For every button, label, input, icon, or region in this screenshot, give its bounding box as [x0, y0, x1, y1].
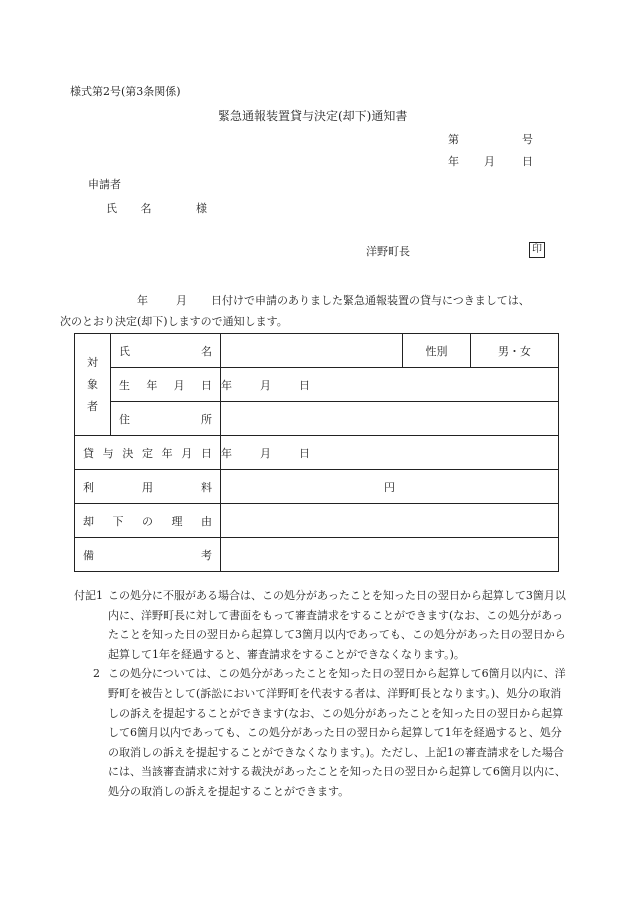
note-1: [74, 586, 566, 664]
row-birth: [75, 368, 559, 402]
row-decision-date: [75, 436, 559, 470]
decision-year: 年: [221, 446, 232, 460]
name-value-cell[interactable]: [221, 334, 403, 368]
intro-line1: [60, 290, 570, 311]
decision-char-1: 貸: [83, 446, 94, 460]
subject-char-2: 象: [87, 377, 98, 391]
birth-char-2: 年: [146, 378, 158, 392]
decision-day: 日: [299, 446, 310, 460]
details-table: [74, 333, 559, 572]
number-suffix: 号: [522, 133, 533, 146]
fee-char-1: 利: [83, 480, 94, 494]
intro-line1-rest: 日付けで申請のありました緊急通報装置の貸与につきましては、: [211, 294, 530, 307]
fee-label-cell: [75, 470, 221, 504]
decision-char-5: 年: [161, 446, 173, 460]
date-year: 年: [448, 155, 459, 168]
fee-char-2: 用: [142, 480, 153, 494]
remarks-char-2: 考: [201, 548, 212, 562]
birth-year: 年: [221, 378, 232, 392]
issuer-mayor: 洋野町長: [366, 245, 410, 258]
note-1-text: この処分に不服がある場合は、この処分があったことを知った日の翌日から起算して3箇月以内に、洋野町長に対して書面をもって審査請求をすることができます(なお、この処分があったことを知った日の翌日から起算して3箇月以内であっても、この処分があった日の翌日から起算して1年を経過すると、審査請求をすることができなくなります。)。: [108, 589, 566, 661]
seal-mark: 印: [529, 242, 545, 258]
note-1-label: 付記1: [74, 589, 103, 602]
note-2-text: この処分については、この処分があったことを知った日の翌日から起算して6箇月以内に、洋野町を被告として(訴訟において洋野町を代表する者は、洋野町長となります。)、処分の取消しの訴えを提起することができます(なお、この処分があったことを知った日の翌日から起算して6箇月以内であっても、この処分があった日の翌日から起算して1年を経過すると、処分の取消しの訴えを提起することができなくなります。)。ただし、上記1の審査請求をした場合には、当該審査請求に対する裁決があったことを知った日の翌日から起算して6箇月以内に、処分の取消しの訴えを提起することができます。: [108, 667, 566, 798]
fee-char-3: 料: [201, 480, 212, 494]
birth-month: 月: [260, 378, 271, 392]
birth-day: 日: [299, 378, 310, 392]
intro-month: 月: [176, 294, 187, 307]
row-fee: [75, 470, 559, 504]
rejection-char-2: 下: [112, 514, 124, 528]
remarks-char-1: 備: [83, 548, 94, 562]
rejection-char-4: 理: [171, 514, 183, 528]
birth-label-cell: [111, 368, 221, 402]
yen-unit: 円: [384, 480, 395, 494]
decision-month: 月: [260, 446, 271, 460]
decision-char-6: 月: [181, 446, 193, 460]
document-title: 緊急通報装置貸与決定(却下)通知書: [218, 109, 408, 123]
rejection-char-1: 却: [83, 514, 94, 528]
rejection-char-5: 由: [201, 514, 212, 528]
date-month: 月: [484, 155, 495, 168]
subject-label: [75, 334, 111, 436]
remarks-label-cell: [75, 538, 221, 572]
subject-char-3: 者: [87, 399, 98, 413]
date-day: 日: [522, 155, 533, 168]
gender-value-cell[interactable]: 男・女: [471, 334, 559, 368]
row-remarks: [75, 538, 559, 572]
decision-date-label-cell: [75, 436, 221, 470]
decision-char-2: 与: [102, 446, 114, 460]
address-label-cell: [111, 402, 221, 436]
subject-char-1: 対: [87, 355, 98, 369]
note-2: [74, 664, 566, 801]
fee-value-cell[interactable]: [221, 470, 559, 504]
applicant-name-label: 氏 名: [106, 202, 162, 215]
birth-char-4: 日: [200, 378, 212, 392]
intro-line2: 次のとおり決定(却下)しますので通知します。: [60, 315, 288, 328]
applicant-label: 申請者: [88, 178, 121, 191]
rejection-value-cell[interactable]: [221, 504, 559, 538]
rejection-char-3: の: [142, 514, 153, 528]
name-char-2: 名: [201, 344, 212, 358]
row-rejection: [75, 504, 559, 538]
rejection-label-cell: [75, 504, 221, 538]
decision-char-4: 定: [141, 446, 153, 460]
note-2-label: 2: [93, 667, 100, 681]
intro-paragraph: [60, 290, 570, 332]
row-name: [75, 334, 559, 368]
remarks-value-cell[interactable]: [221, 538, 559, 572]
address-value-cell[interactable]: [221, 402, 559, 436]
name-char-1: 氏: [119, 344, 130, 358]
name-label-cell: [111, 334, 221, 368]
birth-value-cell[interactable]: [221, 368, 559, 402]
birth-char-1: 生: [119, 378, 130, 392]
form-number: 様式第2号(第3条関係): [70, 85, 181, 98]
address-char-2: 所: [201, 412, 212, 426]
birth-char-3: 月: [173, 378, 185, 392]
notes: [74, 586, 566, 802]
number-prefix: 第: [448, 133, 459, 146]
address-char-1: 住: [119, 412, 130, 426]
decision-date-value-cell[interactable]: [221, 436, 559, 470]
gender-label-cell: 性別: [403, 334, 471, 368]
decision-char-3: 決: [122, 446, 134, 460]
honorific: 様: [196, 202, 207, 215]
intro-year: 年: [137, 294, 148, 307]
decision-char-7: 日: [200, 446, 212, 460]
row-address: [75, 402, 559, 436]
